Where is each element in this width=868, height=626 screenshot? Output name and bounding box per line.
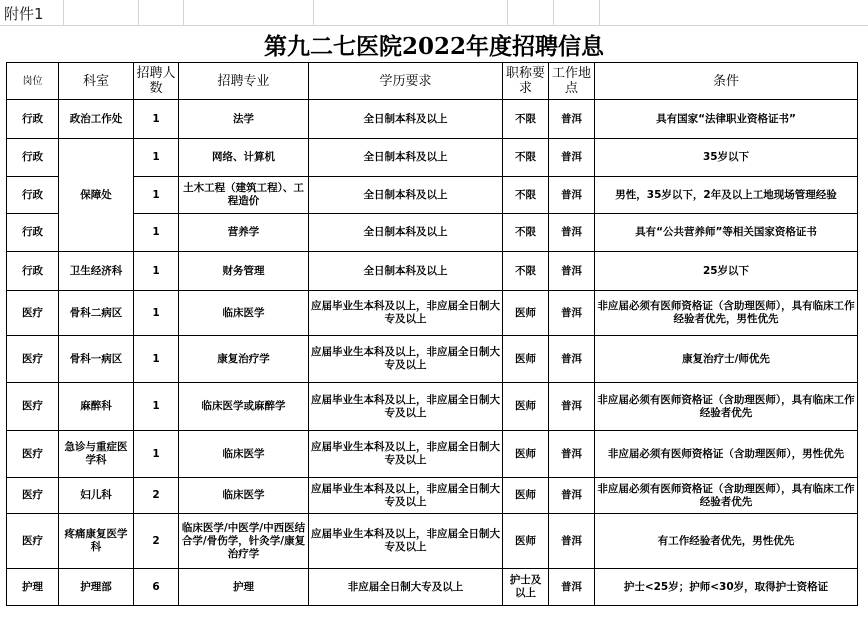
cell-dept[interactable]: 妇儿科 [59,478,134,514]
cell-title-req[interactable]: 医师 [503,478,549,514]
table-row [7,431,858,478]
table-row [7,569,858,606]
cell-edu[interactable]: 非应届全日制大专及以上 [309,569,503,606]
cell-major[interactable]: 营养学 [179,214,309,252]
cell-dept[interactable]: 麻醉科 [59,383,134,431]
cell-count[interactable]: 1 [134,336,179,383]
gridline [0,25,868,26]
cell-major[interactable]: 财务管理 [179,252,309,291]
cell-edu[interactable]: 应届毕业生本科及以上，非应届全日制大专及以上 [309,478,503,514]
cell-conditions[interactable]: 25岁以下 [595,252,858,291]
cell-conditions[interactable]: 康复治疗士/师优先 [595,336,858,383]
gridline [599,0,600,26]
cell-post[interactable]: 行政 [7,214,59,252]
cell-post[interactable]: 医疗 [7,514,59,569]
cell-conditions[interactable]: 具有“公共营养师”等相关国家资格证书 [595,214,858,252]
cell-count[interactable]: 1 [134,214,179,252]
table-row [7,336,858,383]
cell-title-req[interactable]: 医师 [503,291,549,336]
cell-conditions[interactable]: 非应届必须有医师资格证（含助理医师），具有临床工作经验者优先 [595,383,858,431]
cell-count[interactable]: 6 [134,569,179,606]
gridline [63,0,64,26]
table-row [7,252,858,291]
cell-title-req[interactable]: 不限 [503,177,549,214]
attachment-label[interactable]: 附件1 [4,5,44,23]
cell-post[interactable]: 医疗 [7,431,59,478]
cell-conditions[interactable]: 有工作经验者优先，男性优先 [595,514,858,569]
cell-dept[interactable]: 骨科一病区 [59,336,134,383]
cell-title-req[interactable]: 不限 [503,100,549,139]
cell-count[interactable]: 1 [134,139,179,177]
gridline [553,0,554,26]
cell-location[interactable]: 普洱 [549,336,595,383]
header-major[interactable]: 招聘专业 [179,63,309,100]
cell-location[interactable]: 普洱 [549,383,595,431]
cell-location[interactable]: 普洱 [549,100,595,139]
cell-dept[interactable]: 急诊与重症医学科 [59,431,134,478]
cell-post[interactable]: 医疗 [7,336,59,383]
cell-title-req[interactable]: 医师 [503,514,549,569]
gridline [138,0,139,26]
table-row [7,214,858,252]
cell-post[interactable]: 行政 [7,252,59,291]
cell-major[interactable]: 网络、计算机 [179,139,309,177]
cell-title-req[interactable]: 护士及以上 [503,569,549,606]
cell-count[interactable]: 2 [134,478,179,514]
cell-edu[interactable]: 全日制本科及以上 [309,252,503,291]
cell-count[interactable]: 1 [134,383,179,431]
header-post[interactable]: 岗位 [7,63,59,100]
cell-count[interactable]: 1 [134,431,179,478]
table-row [7,514,858,569]
cell-edu[interactable]: 应届毕业生本科及以上，非应届全日制大专及以上 [309,291,503,336]
cell-major[interactable]: 临床医学 [179,478,309,514]
cell-major[interactable]: 法学 [179,100,309,139]
header-row [7,63,858,100]
gridline [313,0,314,26]
cell-conditions[interactable]: 护士<25岁；护师<30岁，取得护士资格证 [595,569,858,606]
table-row [7,177,858,214]
cell-major[interactable]: 临床医学 [179,431,309,478]
cell-count[interactable]: 2 [134,514,179,569]
cell-post[interactable]: 行政 [7,177,59,214]
cell-post[interactable]: 医疗 [7,383,59,431]
cell-conditions[interactable]: 男性，35岁以下，2年及以上工地现场管理经验 [595,177,858,214]
cell-major[interactable]: 护理 [179,569,309,606]
table-row [7,478,858,514]
cell-location[interactable]: 普洱 [549,569,595,606]
cell-title-req[interactable]: 不限 [503,252,549,291]
cell-conditions[interactable]: 非应届必须有医师资格证（含助理医师），具有临床工作经验者优先 [595,478,858,514]
cell-title-req[interactable]: 医师 [503,431,549,478]
cell-title-req[interactable]: 不限 [503,139,549,177]
cell-location[interactable]: 普洱 [549,431,595,478]
cell-location[interactable]: 普洱 [549,177,595,214]
header-edu[interactable]: 学历要求 [309,63,503,100]
cell-edu[interactable]: 全日制本科及以上 [309,177,503,214]
gridline [183,0,184,26]
cell-major[interactable]: 土木工程（建筑工程）、工程造价 [179,177,309,214]
cell-major[interactable]: 临床医学/中医学/中西医结合学/骨伤学，针灸学/康复治疗学 [179,514,309,569]
header-title-req[interactable]: 职称要求 [503,63,549,100]
header-conditions[interactable]: 条件 [595,63,858,100]
recruitment-table [6,62,858,606]
cell-conditions[interactable]: 35岁以下 [595,139,858,177]
cell-count[interactable]: 1 [134,252,179,291]
cell-post[interactable]: 行政 [7,139,59,177]
cell-dept[interactable]: 疼痛康复医学科 [59,514,134,569]
cell-post[interactable]: 医疗 [7,291,59,336]
cell-conditions[interactable]: 非应届必须有医师资格证（含助理医师），具有临床工作经验者优先，男性优先 [595,291,858,336]
cell-edu[interactable]: 全日制本科及以上 [309,214,503,252]
table-row [7,383,858,431]
cell-count[interactable]: 1 [134,100,179,139]
cell-location[interactable]: 普洱 [549,214,595,252]
cell-dept[interactable]: 政治工作处 [59,100,134,139]
cell-location[interactable]: 普洱 [549,252,595,291]
header-dept[interactable]: 科室 [59,63,134,100]
cell-post[interactable]: 医疗 [7,478,59,514]
cell-major[interactable]: 康复治疗学 [179,336,309,383]
cell-conditions[interactable]: 非应届必须有医师资格证（含助理医师），男性优先 [595,431,858,478]
cell-count[interactable]: 1 [134,177,179,214]
cell-edu[interactable]: 应届毕业生本科及以上，非应届全日制大专及以上 [309,514,503,569]
cell-dept[interactable]: 保障处 [59,139,134,252]
cell-edu[interactable]: 应届毕业生本科及以上，非应届全日制大专及以上 [309,336,503,383]
cell-major[interactable]: 临床医学 [179,291,309,336]
cell-location[interactable]: 普洱 [549,291,595,336]
table-row [7,100,858,139]
cell-post[interactable]: 护理 [7,569,59,606]
cell-location[interactable]: 普洱 [549,139,595,177]
gridline [507,0,508,26]
cell-dept[interactable]: 护理部 [59,569,134,606]
cell-major[interactable]: 临床医学或麻醉学 [179,383,309,431]
cell-conditions[interactable]: 具有国家“法律职业资格证书” [595,100,858,139]
header-location[interactable]: 工作地点 [549,63,595,100]
table-row [7,291,858,336]
cell-edu[interactable]: 全日制本科及以上 [309,100,503,139]
cell-dept[interactable]: 骨科二病区 [59,291,134,336]
cell-edu[interactable]: 全日制本科及以上 [309,139,503,177]
page-title[interactable]: 第九二七医院2022年度招聘信息 [263,33,604,60]
cell-edu[interactable]: 应届毕业生本科及以上，非应届全日制大专及以上 [309,431,503,478]
cell-title-req[interactable]: 医师 [503,383,549,431]
cell-location[interactable]: 普洱 [549,514,595,569]
cell-post[interactable]: 行政 [7,100,59,139]
cell-title-req[interactable]: 不限 [503,214,549,252]
cell-edu[interactable]: 应届毕业生本科及以上，非应届全日制大专及以上 [309,383,503,431]
cell-location[interactable]: 普洱 [549,478,595,514]
header-count[interactable]: 招聘人数 [134,63,179,100]
cell-title-req[interactable]: 医师 [503,336,549,383]
table-row [7,139,858,177]
cell-dept[interactable]: 卫生经济科 [59,252,134,291]
cell-count[interactable]: 1 [134,291,179,336]
